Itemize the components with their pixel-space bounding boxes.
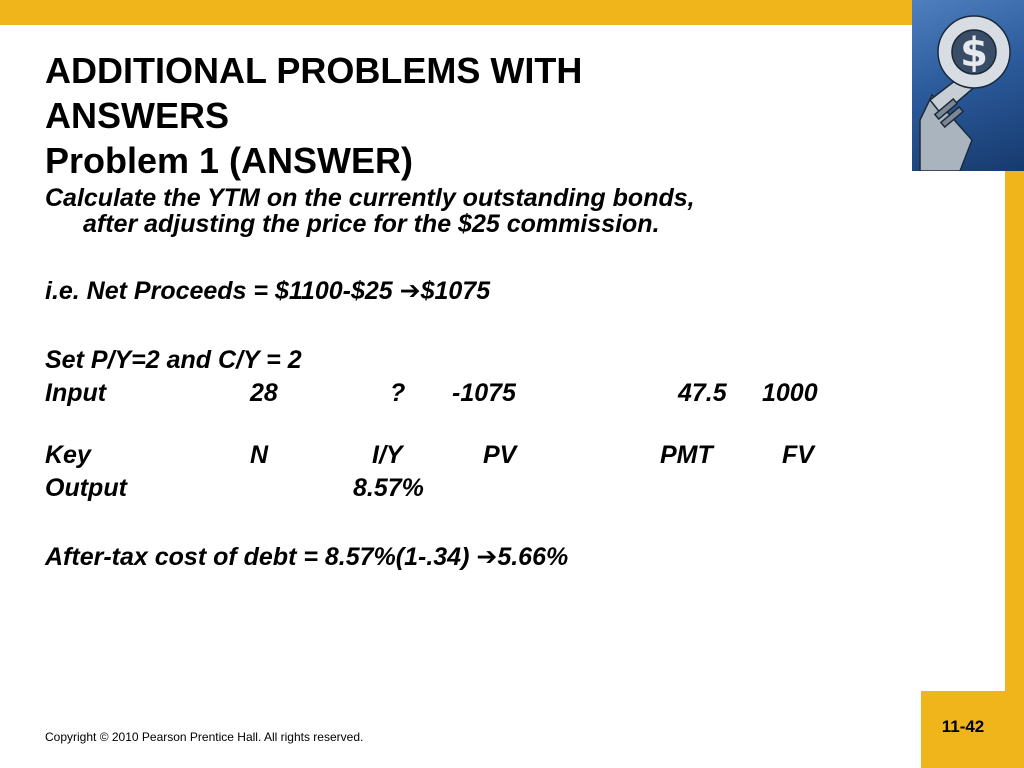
title-line-3: Problem 1 (ANSWER)	[45, 140, 414, 181]
svg-text:$: $	[960, 30, 988, 76]
title-line-1: ADDITIONAL PROBLEMS WITH	[45, 50, 583, 91]
calculator-settings-line: Set P/Y=2 and C/Y = 2	[45, 346, 302, 374]
right-arrow-icon: ➔	[399, 277, 421, 305]
key-pmt: PMT	[660, 441, 713, 469]
slide-title	[45, 48, 905, 183]
output-row-label: Output	[45, 474, 127, 502]
net-proceeds-label: i.e. Net Proceeds = $1100-$25	[45, 277, 400, 305]
net-proceeds-result: $1075	[420, 277, 491, 305]
after-tax-result: 5.66%	[497, 543, 569, 571]
after-tax-cost-line	[45, 542, 965, 573]
key-pv: PV	[483, 441, 517, 469]
key-iy: I/Y	[372, 441, 403, 469]
key-fv: FV	[782, 441, 814, 469]
problem-statement-line-2: after adjusting the price for the $25 commission.	[83, 210, 660, 238]
input-row-label: Input	[45, 379, 107, 407]
key-n: N	[250, 441, 269, 469]
input-pv-value: -1075	[452, 379, 516, 407]
right-arrow-icon: ➔	[476, 543, 498, 571]
title-line-2: ANSWERS	[45, 95, 230, 136]
input-n-value: 28	[250, 379, 278, 407]
input-iy-value: ?	[390, 379, 406, 407]
output-iy-value: 8.57%	[353, 474, 424, 502]
top-accent-bar	[0, 0, 1024, 25]
problem-statement-line-1: Calculate the YTM on the currently outstanding bonds,	[45, 184, 695, 212]
input-fv-value: 1000	[762, 379, 818, 407]
net-proceeds-line	[45, 276, 965, 307]
copyright-notice: Copyright © 2010 Pearson Prentice Hall. All rights reserved.	[45, 730, 364, 744]
after-tax-label: After-tax cost of debt = 8.57%(1-.34)	[45, 543, 477, 571]
input-pmt-value: 47.5	[678, 379, 727, 407]
page-number-box	[921, 691, 1005, 768]
page-number: 11-42	[941, 717, 985, 736]
wrench-with-dollar-sign-icon	[912, 0, 1024, 171]
key-row-label: Key	[45, 441, 91, 469]
